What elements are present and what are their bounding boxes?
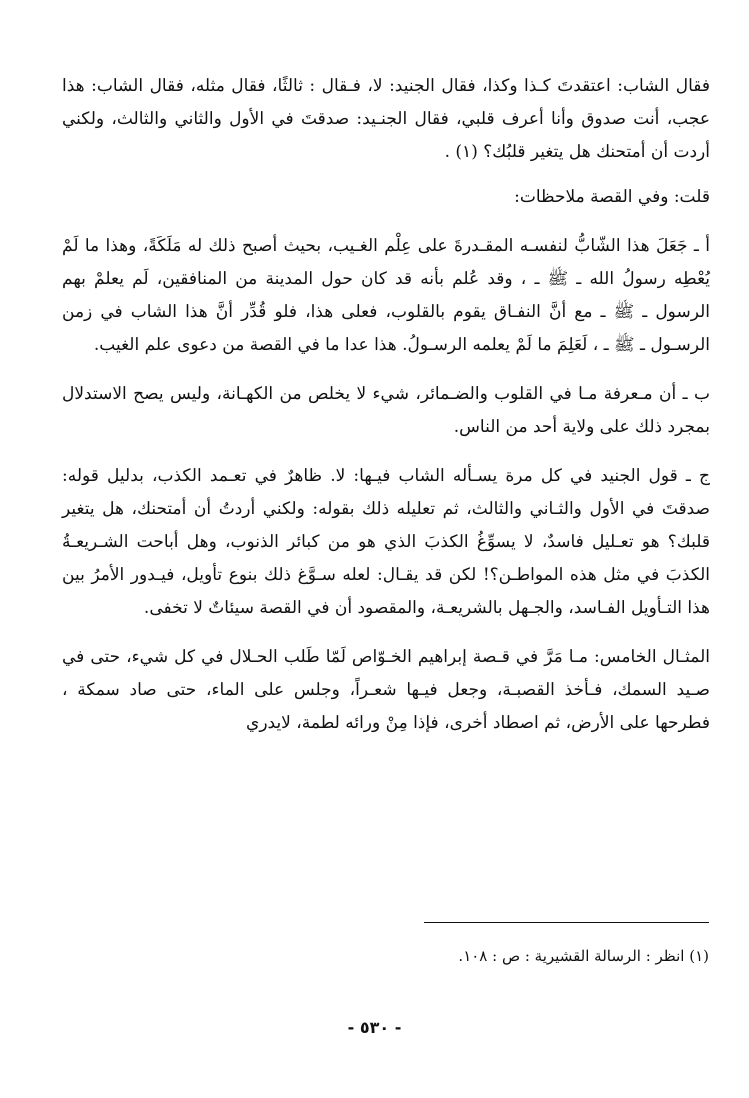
paragraph-shab-story: فقال الشاب: اعتقدتَ كـذا وكذا، فقال الجنيد: لا، فـقال : ثالثًا، فقال مثله، فقال الشاب: هذا عجب، أنت صدوق وأنا أعرف قلبي، فقال الجنـيد: صدقتَ في الأول والثاني والثالث، ولكني أردت أن أمتحنك هل يتغير قلبُك؟ (١) . [62, 76, 710, 162]
page-body [62, 70, 710, 740]
paragraph-point-ba: ب ـ أن مـعرفة مـا في القلوب والضـمائر، شيء لا يخلص من الكهـانة، وليس يصح الاستدلال بمجرد ذلك على ولاية أحد من الناس. [62, 384, 710, 437]
paragraph-observations-heading: قلت: وفي القصة ملاحظات: [514, 187, 710, 207]
paragraph-point-jim: ج ـ قول الجنيد في كل مرة يسـأله الشاب فيـها: لا. ظاهرٌ في تعـمد الكذب، بدليل قوله: صدقتَ في الأول والثـاني والثالث، ثم تعليله ذلك بقوله: ولكني أردتُ أن أمتحنك، هل يتغير قلبك؟ هو تعـليل فاسدٌ، لا يسوِّغُ الكذبَ الذي هو من كبائر الذنوب، وهل أباحت الشـريعـةُ الكذبَ في مثل هذه المواطـن؟! لكن قد يقـال: لعله سـوَّغ ذلك بنوع تأويل، فيـدور الأمرُ بين هذا التـأويل الفـاسد، والجـهل بالشريعـة، والمقصود أن في القصة سيئاتٌ لا تخفى. [62, 466, 710, 618]
footnote-divider [424, 922, 709, 923]
paragraph-point-alif: أ ـ جَعَلَ هذا الشّابُّ لنفسـه المقـدرةَ على عِلْم الغـيب، بحيث أصبح ذلك له مَلَكَةً، وهذا ما لَمْ يُعْطِه رسولُ الله ـ ﷺ ـ ، وقد عُلم بأنه قد كان حول المدينة من المنافقين، لَم يعلمْ بهم الرسول ـ ﷺ ـ مع أنَّ النفـاق يقوم بالقلوب، فعلى هذا، فلو قُدِّر أنَّ هذا الشاب في زمن الرسـول ـ ﷺ ـ ، لَعَلِمَ ما لَمْ يعلمه الرسـولُ. هذا عدا ما في القصة من دعوى علم الغيب. [62, 236, 710, 355]
page-number: - ٥٣٠ - [347, 1018, 402, 1037]
paragraph-fifth-example: المثـال الخامس: مـا مَرَّ في قـصة إبراهيم الخـوّاص لَمّا طَلب الحـلال في كل شيء، حتى في صـيد السمك، فـأخذ القصبـة، وجعل فيـها شعـراً، وجلس على الماء، حتى صاد سمكة ، فطرحها على الأرض، ثم اصطاد أخرى، فإذا مِنْ ورائه لطمة، لايدري [62, 647, 710, 733]
footnote: (١) انظر : الرسالة القشيرية : ص : ١٠٨. [458, 947, 709, 965]
